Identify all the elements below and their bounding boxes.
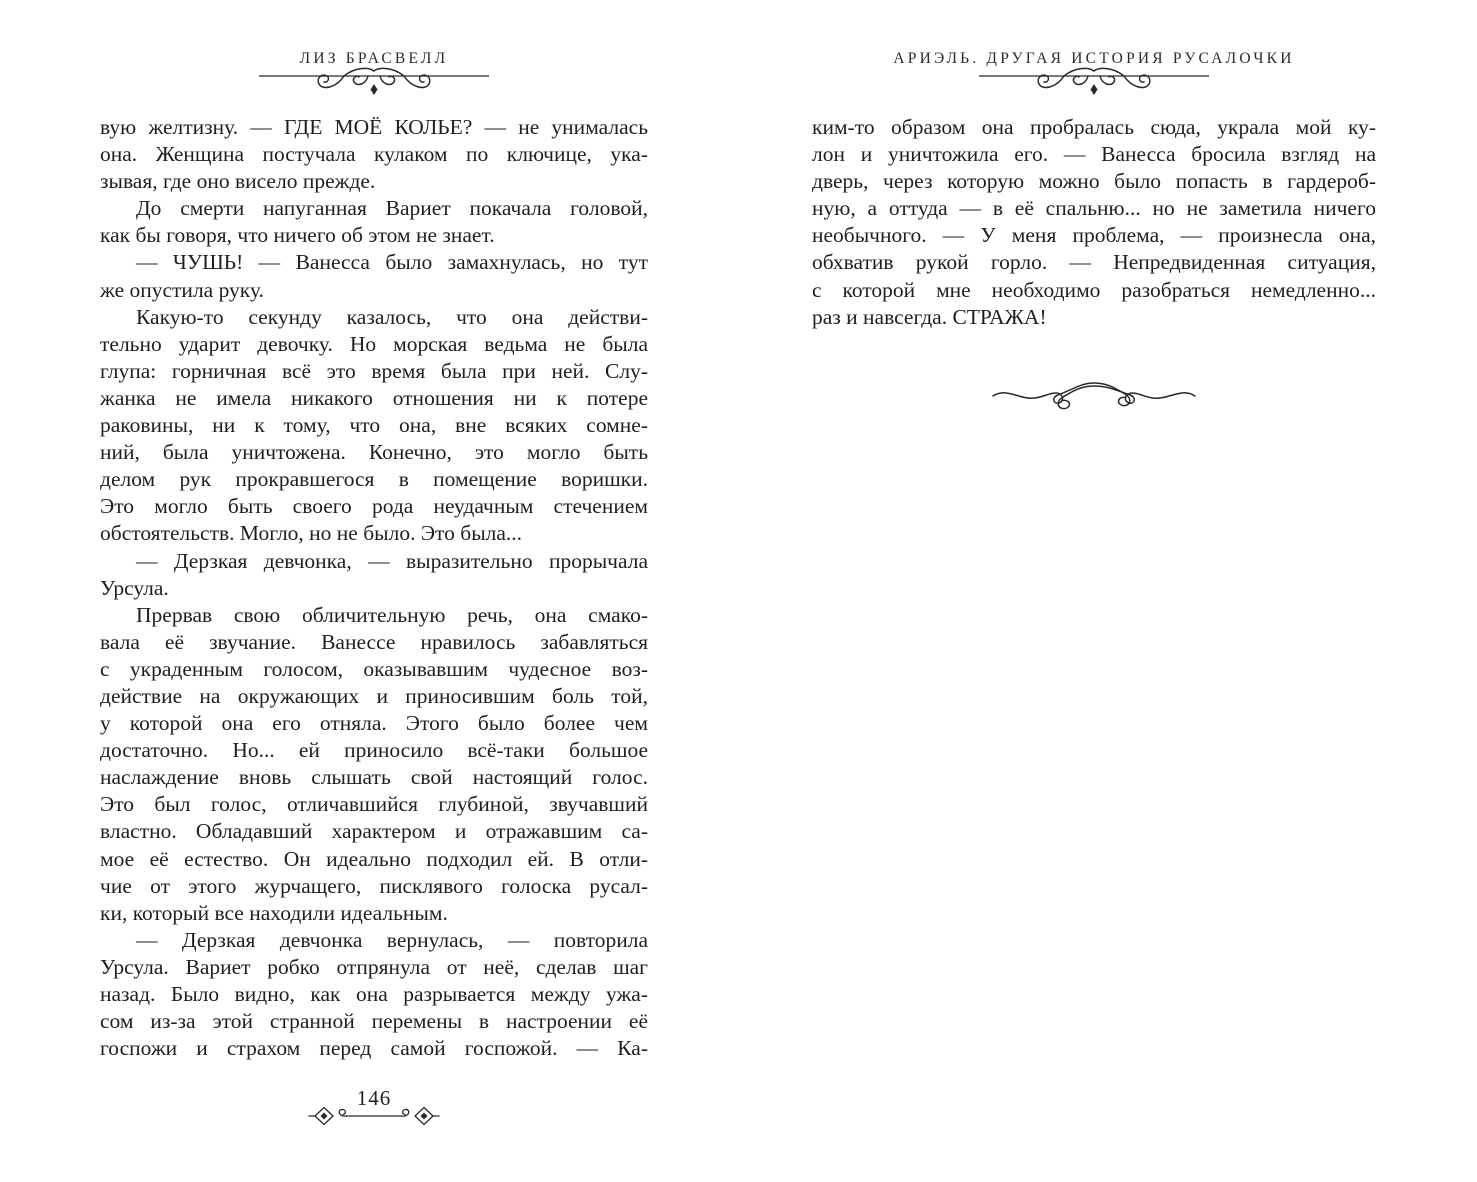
text-line: сом из-за этой странной перемены в настроении её [100, 1009, 648, 1034]
folio [100, 1087, 648, 1129]
text-line: тельно ударит девочку. Но морская ведьма не была [100, 331, 648, 356]
text-line: Урсула. Вариет робко отпрянула от неё, сделав шаг [100, 954, 648, 979]
header-flourish-icon [979, 67, 1209, 99]
text-line: обстоятельств. Могло, но не было. Это была... [100, 521, 523, 546]
body-text-right [812, 114, 1376, 331]
running-head-left: ЛИЗ БРАСВЕЛЛ [299, 50, 449, 67]
text-line: вала её звучание. Ванессе нравилось забавляться [100, 629, 648, 654]
text-line: зывая, где оно висело прежде. [100, 169, 376, 194]
text-line: достаточно. Но... ей приносило всё-таки большое [100, 738, 648, 763]
text-line: ки, который все находили идеальным. [100, 900, 448, 925]
text-line: госпожи и страхом перед самой госпожой. — Ка- [100, 1036, 648, 1061]
text-line: чие от этого журчащего, писклявого голоска русал- [100, 873, 648, 898]
body-text-left [100, 114, 648, 1062]
text-line: — Дерзкая девчонка вернулась, — повторила [136, 927, 648, 952]
text-line: До смерти напуганная Вариет покачала головой, [136, 196, 648, 221]
section-divider-flourish-icon [991, 374, 1197, 414]
text-line: обхватив рукой горло. — Непредвиденная ситуация, [812, 250, 1376, 275]
text-line: необычного. — У меня проблема, — произнесла она, [812, 223, 1376, 248]
text-line: Это могло быть своего рода неудачным стечением [100, 494, 648, 519]
text-line: дверь, через которую можно было попасть в гардероб- [812, 169, 1376, 194]
text-line: — Дерзкая девчонка, — выразительно прорычала [136, 548, 648, 573]
text-line: у которой она его отняла. Этого было более чем [100, 711, 648, 736]
text-line: властно. Обладавший характером и отражавшим са- [100, 819, 648, 844]
page-right [812, 0, 1376, 1182]
text-line: она. Женщина постучала кулаком по ключице, ука- [100, 142, 648, 167]
text-line: же опустила руку. [100, 277, 264, 302]
text-line: Какую-то секунду казалось, что она действи- [136, 304, 648, 329]
text-line: с которой мне необходимо разобраться немедленно... [812, 277, 1376, 302]
text-line: — ЧУШЬ! — Ванесса было замахнулась, но тут [136, 250, 648, 275]
page-number: 146 [356, 1086, 392, 1110]
text-line: ную, а оттуда — в её спальню... но не заметила ничего [812, 196, 1376, 221]
text-line: делом рук прокравшегося в помещение воришки. [100, 467, 648, 492]
text-line: с украденным голосом, оказывавшим чудесное воз- [100, 656, 648, 681]
text-line: мое её естество. Он идеально подходил ей. В отли- [100, 846, 648, 871]
text-line: наслаждение вновь слышать свой настоящий голос. [100, 765, 648, 790]
text-line: лон и уничтожила его. — Ванесса бросила взгляд на [812, 142, 1376, 167]
text-line: Это был голос, отличавшийся глубиной, звучавший [100, 792, 648, 817]
text-line: жанка не имела никакого отношения ни к потере [100, 385, 648, 410]
text-line: глупа: горничная всё это время была при ней. Слу- [100, 358, 648, 383]
text-line: назад. Было видно, как она разрывается между ужа- [100, 982, 648, 1006]
running-head-right: АРИЭЛЬ. ДРУГАЯ ИСТОРИЯ РУСАЛОЧКИ [893, 50, 1295, 67]
text-line: действие на окружающих и приносившим боль той, [100, 683, 648, 708]
text-line: раз и навсегда. СТРАЖА! [812, 304, 1047, 329]
text-line: вую желтизну. — ГДЕ МОЁ КОЛЬЕ? — не унималась [100, 115, 648, 139]
text-line: ний, была уничтожена. Конечно, это могло быть [100, 440, 648, 465]
text-line: ким-то образом она пробралась сюда, украла мой ку- [812, 115, 1376, 139]
text-line: Урсула. [100, 575, 169, 600]
text-line: Прервав свою обличительную речь, она смако- [136, 602, 648, 627]
header-flourish-icon [259, 67, 489, 99]
text-line: как бы говоря, что ничего об этом не знает. [100, 223, 495, 248]
page-left [100, 0, 648, 1182]
text-line: раковины, ни к тому, что она, вне всяких сомне- [100, 413, 648, 438]
